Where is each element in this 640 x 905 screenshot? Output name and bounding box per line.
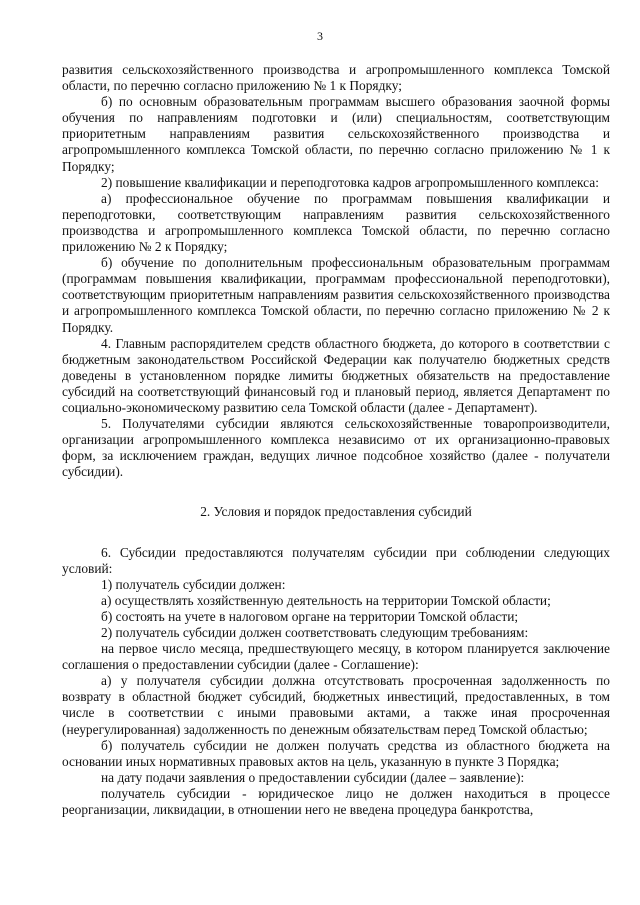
paragraph: 6. Субсидии предоставляются получателям субсидии при соблюдении следующих условий: [62, 544, 610, 576]
paragraph: на первое число месяца, предшествующего месяцу, в котором планируется заключение соглашения о предоставлении субсидии (далее - Соглашение): [62, 641, 610, 673]
paragraph: 2) получатель субсидии должен соответствовать следующим требованиям: [101, 625, 529, 640]
page-number: 3 [317, 29, 323, 43]
paragraph: на дату подачи заявления о предоставлении субсидии (далее – заявление): [101, 769, 525, 785]
paragraph: 4. Главным распорядителем средств областного бюджета, до которого в соответствии с бюджетным законодательством Российской Федерации как получателю бюджетных средств доведены в установленном порядке лимиты бюджетных обязательств на предоставление субсидий на соответствующий финансовый год и плановый период, является Департамент по социально-экономическому развитию села Томской области (далее - Департамент). [62, 335, 610, 415]
paragraph: развития сельскохозяйственного производства и агропромышленного комплекса Томской области, по перечню согласно приложению № 1 к Порядку; [62, 62, 610, 94]
paragraph: б) получатель субсидии не должен получать средства из областного бюджета на основании иных нормативных правовых актов на цель, указанную в пункте 3 Порядка; [62, 737, 610, 769]
paragraph: а) осуществлять хозяйственную деятельность на территории Томской области; [101, 592, 551, 608]
paragraph: б) по основным образовательным программам высшего образования заочной формы обучения по направлениям подготовки и (или) специальностям, соответствующим приоритетным направлениям развития сельскохозяйственного производства и агропромышленного комплекса Томской области, по перечню согласно приложению № 1 к Порядку; [62, 94, 610, 174]
paragraph: б) обучение по дополнительным профессиональным образовательным программам (программам повышения квалификации, программам профессиональной переподготовки), соответствующим приоритетным направлениям развития сельскохозяйственного производства и агропромышленного комплекса Томской области, по перечню согласно приложению № 2 к Порядку. [62, 255, 610, 335]
section-heading: 2. Условия и порядок предоставления субсидий [200, 504, 472, 520]
paragraph: б) состоять на учете в налоговом органе на территории Томской области; [101, 608, 519, 624]
paragraph: получатель субсидии - юридическое лицо не должен находиться в процессе реорганизации, ликвидации, в отношении него не введена процедура банкротства, [62, 785, 610, 818]
paragraph: 2) повышение квалификации и переподготовка кадров агропромышленного комплекса: [101, 174, 599, 190]
paragraph: а) профессиональное обучение по программам повышения квалификации и переподготовки, соответствующим направлениям развития сельскохозяйственного производства и агропромышленного комплекса Томской области, по перечню согласно приложению № 2 к Порядку; [62, 190, 610, 255]
paragraph: 1) получатель субсидии должен: [101, 576, 286, 592]
document-body [62, 62, 610, 818]
paragraph: а) у получателя субсидии должна отсутствовать просроченная задолженность по возврату в областной бюджет субсидий, бюджетных инвестиций, предоставленных, в том числе в соответствии с иными правовыми актами, а также иная просроченная (неурегулированная) задолженность по денежным обязательствам перед Томской областью; [62, 673, 610, 737]
paragraph: 5. Получателями субсидии являются сельскохозяйственные товаропроизводители, организации агропромышленного комплекса независимо от их организационно-правовых форм, за исключением граждан, ведущих личное подсобное хозяйство (далее - получатели субсидии). [62, 416, 610, 480]
